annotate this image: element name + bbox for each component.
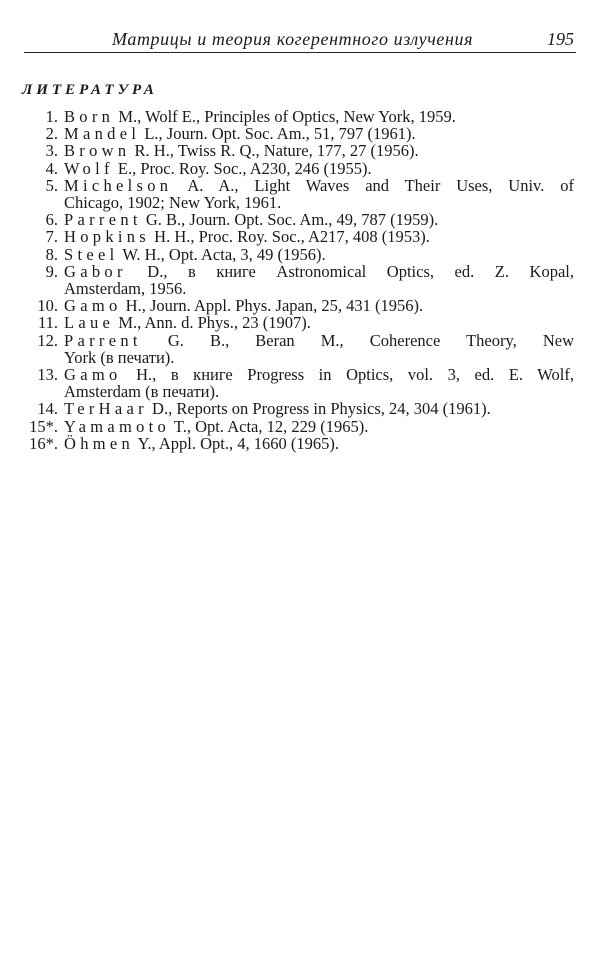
reference-line <box>64 160 574 177</box>
reference-author: Gamo <box>64 365 122 385</box>
reference-item <box>0 297 600 314</box>
reference-item <box>0 246 600 263</box>
reference-author: Wolf <box>64 158 114 178</box>
reference-author: Parrent <box>64 210 142 230</box>
reference-line <box>64 194 574 211</box>
reference-item <box>0 418 600 435</box>
reference-item <box>0 160 600 177</box>
reference-number: 5. <box>45 175 58 195</box>
reference-text: H., в книге Progress in Optics, vol. 3, ed. E. Wolf, <box>121 365 574 385</box>
reference-text: Y., Appl. Opt., 4, 1660 (1965). <box>134 433 339 453</box>
reference-author: Born <box>64 107 115 126</box>
reference-line <box>64 349 574 366</box>
reference-item <box>0 435 600 452</box>
reference-line <box>64 297 574 314</box>
reference-line <box>64 125 574 142</box>
reference-line <box>64 383 574 400</box>
reference-author: Öhmen <box>64 433 135 453</box>
section-title: ЛИТЕРАТУРА <box>22 82 158 98</box>
reference-number: 15*. <box>29 416 58 436</box>
reference-number: 1. <box>45 107 58 126</box>
reference-line <box>64 177 574 194</box>
reference-line <box>64 246 574 263</box>
reference-item <box>0 400 600 417</box>
reference-line <box>64 418 574 435</box>
reference-author: Gamo <box>64 296 122 316</box>
reference-text: H. H., Proc. Roy. Soc., A217, 408 (1953). <box>150 227 430 247</box>
reference-author: Michelson <box>64 175 173 195</box>
reference-item <box>0 125 600 142</box>
page-number: 195 <box>547 29 574 49</box>
reference-number: 16*. <box>29 433 58 453</box>
reference-item <box>0 177 600 211</box>
reference-number: 11. <box>37 313 58 333</box>
reference-text: Chicago, 1902; New York, 1961. <box>64 193 282 213</box>
reference-number: 10. <box>37 296 58 316</box>
reference-item <box>0 263 600 297</box>
reference-author: Brown <box>64 141 131 161</box>
reference-author: Mandel <box>64 124 141 144</box>
reference-line <box>64 332 574 349</box>
reference-text: R. H., Twiss R. Q., Nature, 177, 27 (1956). <box>130 141 419 161</box>
reference-item <box>0 108 600 125</box>
reference-text: T., Opt. Acta, 12, 229 (1965). <box>170 416 369 436</box>
reference-text: A. A., Light Waves and Their Uses, Univ. of <box>172 175 574 195</box>
reference-author: Yamamoto <box>64 416 171 436</box>
reference-line <box>64 211 574 228</box>
reference-number: 13. <box>37 365 58 385</box>
reference-line <box>64 366 574 383</box>
reference-line <box>64 108 574 125</box>
reference-author: Laue <box>64 313 115 333</box>
reference-item <box>0 314 600 331</box>
reference-author: TerHaar <box>64 399 148 419</box>
reference-number: 12. <box>37 330 58 350</box>
reference-number: 8. <box>45 244 58 264</box>
reference-item <box>0 211 600 228</box>
reference-author: Steel <box>64 244 119 264</box>
reference-text: D., Reports on Progress in Physics, 24, 304 (1961). <box>147 399 491 419</box>
reference-line <box>64 314 574 331</box>
reference-author: Gabor <box>64 261 127 281</box>
reference-line <box>64 400 574 417</box>
running-header <box>24 28 576 53</box>
reference-item <box>0 228 600 245</box>
reference-text: G. B., Beran M., Coherence Theory, New <box>141 330 574 350</box>
reference-text: York (в печати). <box>64 347 175 367</box>
reference-number: 14. <box>37 399 58 419</box>
reference-number: 6. <box>45 210 58 230</box>
reference-line <box>64 228 574 245</box>
reference-number: 2. <box>45 124 58 144</box>
reference-number: 7. <box>45 227 58 247</box>
reference-text: M., Wolf E., Principles of Optics, New York, 1959. <box>114 107 456 126</box>
reference-text: G. B., Journ. Opt. Soc. Am., 49, 787 (1959). <box>141 210 439 230</box>
reference-item <box>0 366 600 400</box>
reference-text: Amsterdam (в печати). <box>64 382 220 402</box>
reference-text: H., Journ. Appl. Phys. Japan, 25, 431 (1956). <box>121 296 424 316</box>
reference-line <box>64 142 574 159</box>
reference-item <box>0 332 600 366</box>
reference-text: Amsterdam, 1956. <box>64 279 187 299</box>
reference-line <box>64 263 574 280</box>
reference-text: D., в книге Astronomical Optics, ed. Z. Kopal, <box>126 261 574 281</box>
reference-text: W. H., Opt. Acta, 3, 49 (1956). <box>118 244 326 264</box>
reference-number: 9. <box>45 261 58 281</box>
reference-line <box>64 435 574 452</box>
reference-author: Parrent <box>64 330 142 350</box>
reference-list <box>0 108 600 452</box>
reference-text: M., Ann. d. Phys., 23 (1907). <box>114 313 311 333</box>
running-title: Матрицы и теория когерентного излучения <box>112 29 474 49</box>
reference-author: Hopkins <box>64 227 151 247</box>
reference-number: 4. <box>45 158 58 178</box>
reference-text: E., Proc. Roy. Soc., A230, 246 (1955). <box>113 158 372 178</box>
reference-number: 3. <box>45 141 58 161</box>
reference-text: L., Journ. Opt. Soc. Am., 51, 797 (1961). <box>140 124 416 144</box>
reference-line <box>64 280 574 297</box>
reference-item <box>0 142 600 159</box>
